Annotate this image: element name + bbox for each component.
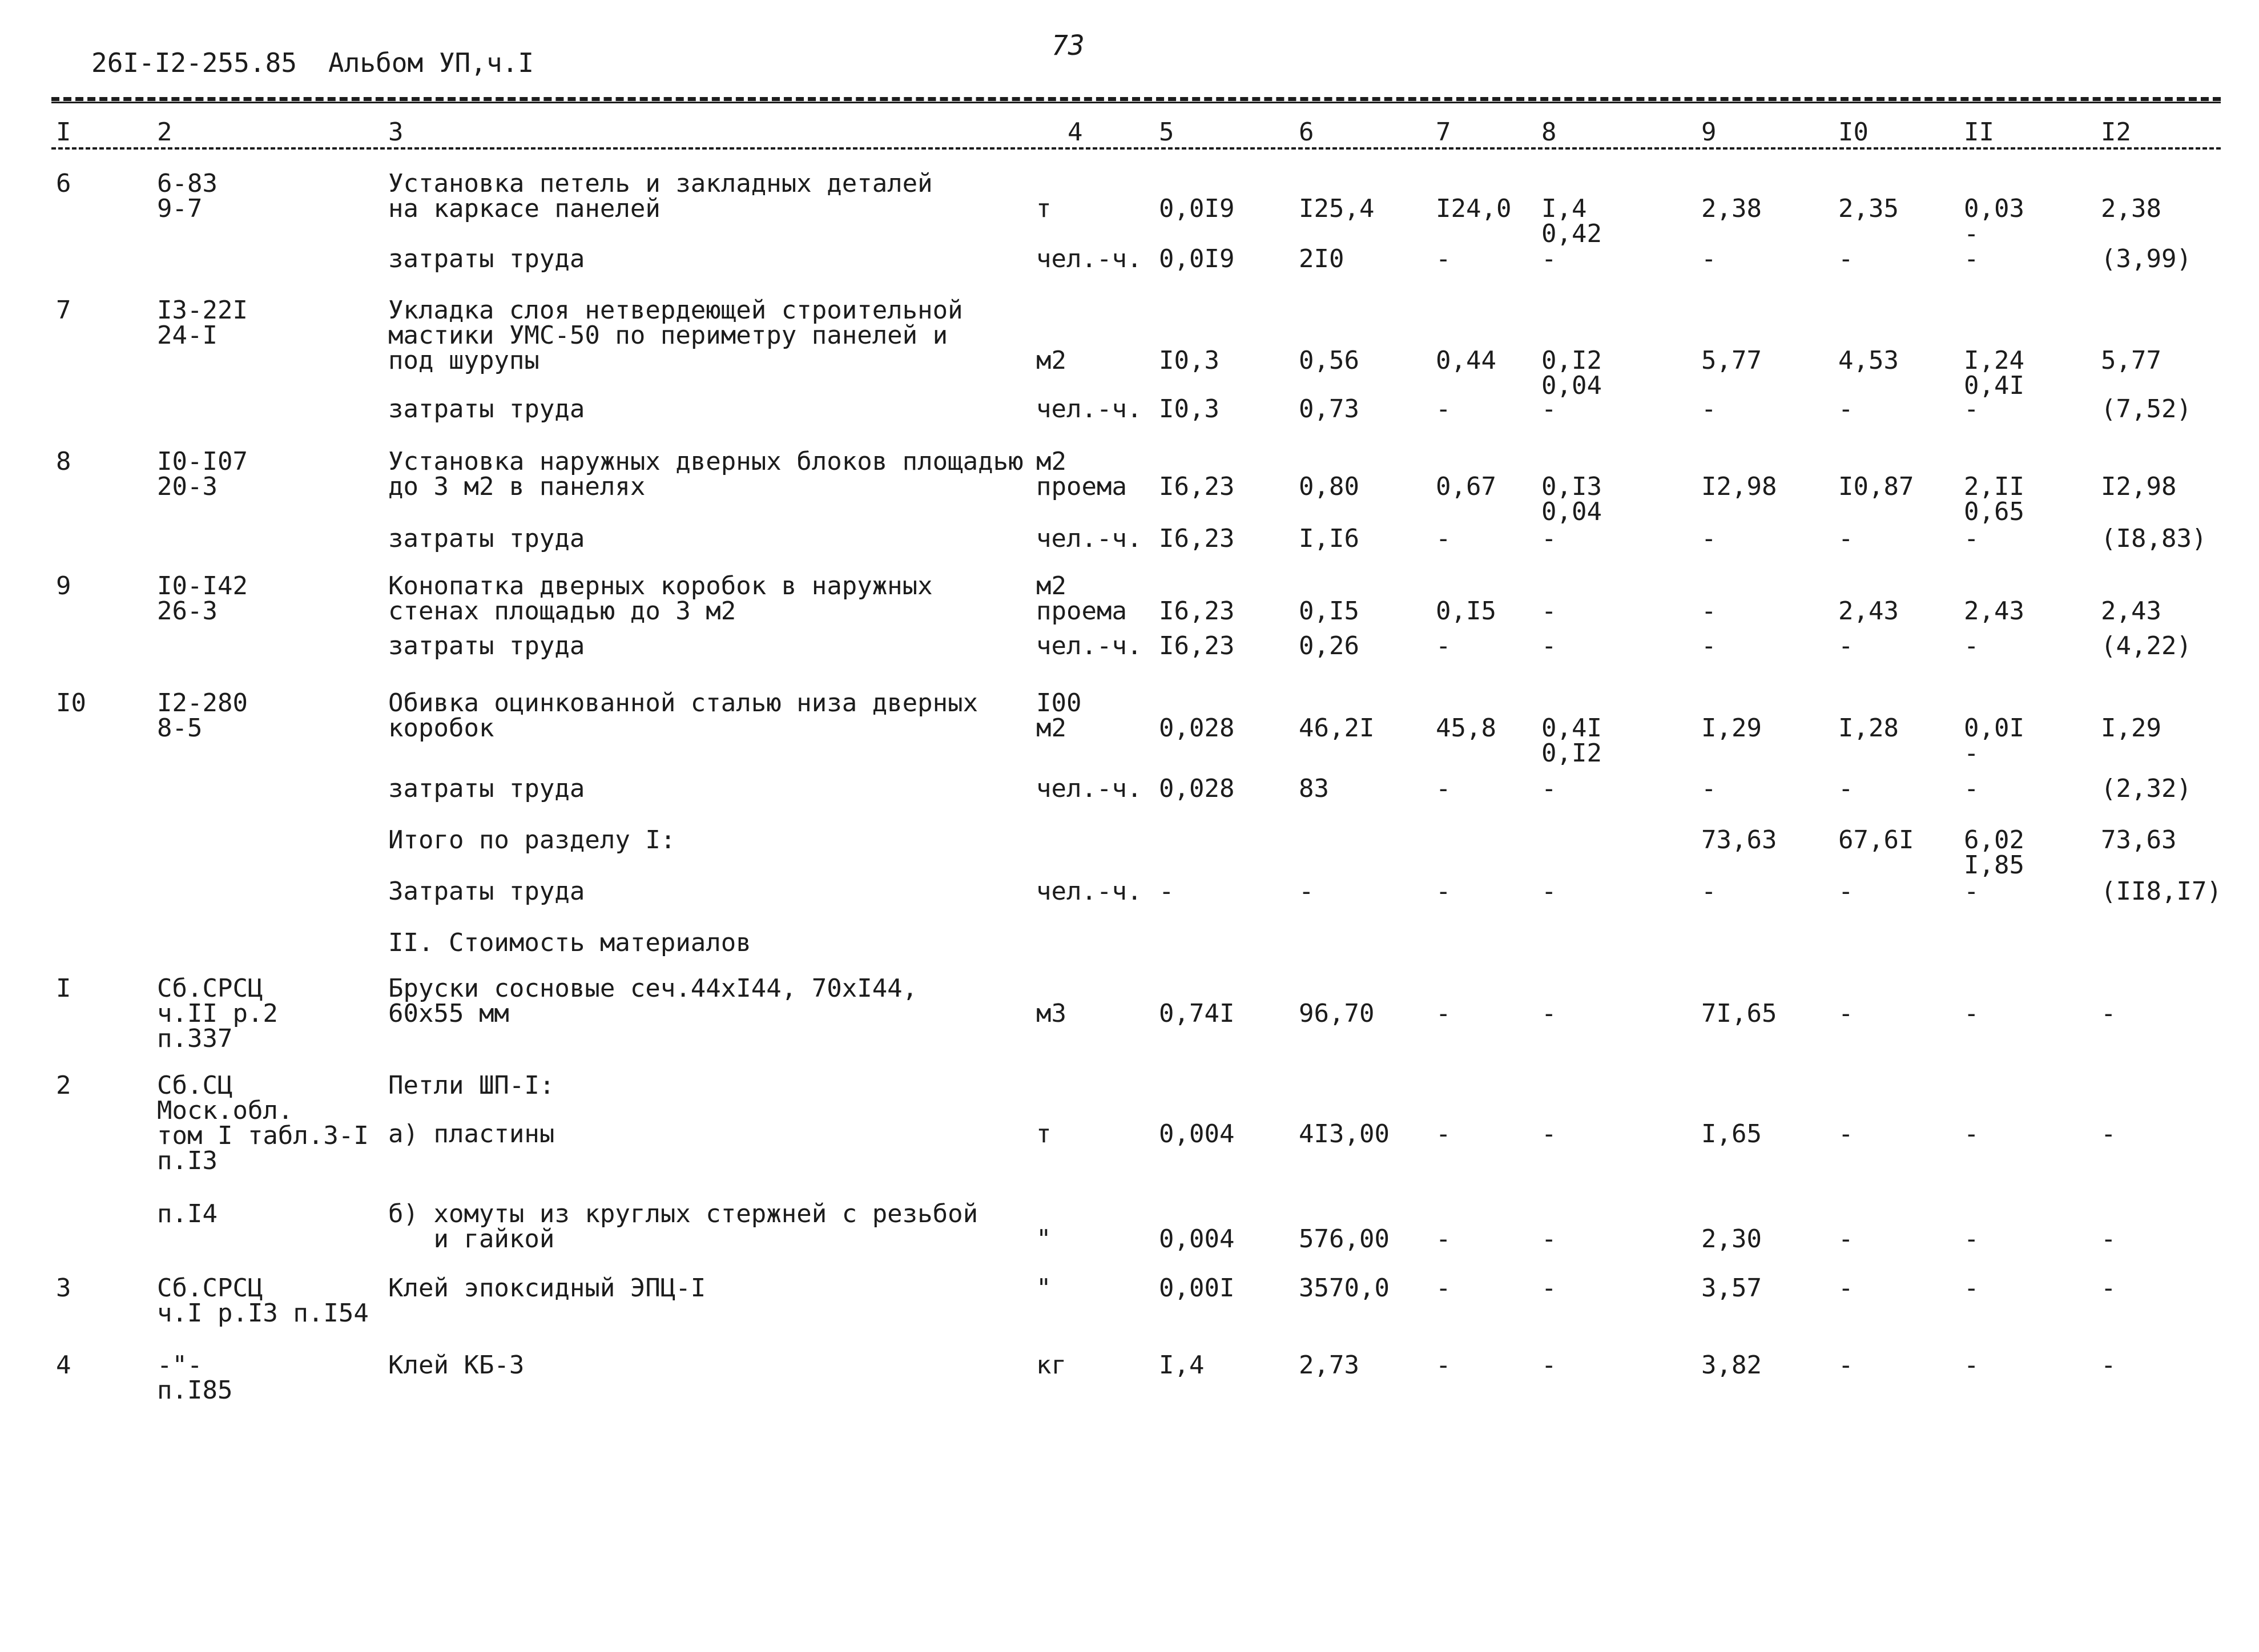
cell-col-12: 2,43: [2101, 597, 2161, 626]
cell-work-name: затраты труда: [388, 394, 585, 424]
cell-col-7: -: [1436, 1119, 1451, 1149]
cell-col-7: 45,8: [1436, 714, 1496, 743]
cell-col-6: -: [1299, 877, 1314, 906]
cell-work-name: Итого по разделу I:: [388, 825, 676, 855]
cell-col-9: I2,98: [1701, 472, 1777, 501]
cell-col-11: -: [1964, 999, 1979, 1028]
cell-col-10: -: [1838, 999, 1854, 1028]
cell-col-6: 2I0: [1299, 244, 1344, 273]
cell-col-6: 46,2I: [1299, 714, 1375, 743]
cell-col-7: -: [1436, 877, 1451, 906]
cell-work-name: а) пластины: [388, 1119, 555, 1149]
top-solid-rule: [51, 102, 2221, 103]
cell-rate-code: I3-22I 24-I: [157, 296, 248, 350]
cell-quantity: 0,004: [1159, 1224, 1235, 1254]
cell-col-12: 73,63: [2101, 825, 2177, 855]
cell-row-number: 9: [56, 571, 71, 601]
cell-col-12: -: [2101, 1224, 2116, 1254]
cell-col-6: 0,80: [1299, 472, 1359, 501]
cell-rate-code: I2-280 8-5: [157, 688, 248, 743]
cell-col-12: -: [2101, 999, 2116, 1028]
cell-col-8: 0,4I 0,I2: [1541, 714, 1602, 768]
cell-col-8: -: [1541, 1119, 1557, 1149]
cell-col-6: 96,70: [1299, 999, 1375, 1028]
top-dashed-rule: [51, 97, 2221, 101]
cell-quantity: I6,23: [1159, 472, 1235, 501]
cell-col-12: -: [2101, 1119, 2116, 1149]
cell-quantity: I6,23: [1159, 631, 1235, 660]
cell-quantity: I6,23: [1159, 597, 1235, 626]
cell-col-10: I,28: [1838, 714, 1899, 743]
cell-col-6: I25,4: [1299, 194, 1375, 223]
cell-col-8: -: [1541, 774, 1557, 803]
col-num-7: 7: [1436, 118, 1451, 147]
cell-col-9: -: [1701, 244, 1717, 273]
cell-col-8: I,4 0,42: [1541, 194, 1602, 248]
cell-col-9: -: [1701, 524, 1717, 553]
cell-quantity: 0,0I9: [1159, 194, 1235, 223]
cell-col-9: 2,38: [1701, 194, 1762, 223]
cell-col-11: -: [1964, 1274, 1979, 1303]
cell-work-name: Петли ШП-I:: [388, 1071, 555, 1100]
cell-quantity: 0,028: [1159, 774, 1235, 803]
cell-col-10: -: [1838, 244, 1854, 273]
cell-col-8: -: [1541, 877, 1557, 906]
cell-col-11: -: [1964, 631, 1979, 660]
cell-col-6: 0,56: [1299, 346, 1359, 375]
cell-col-8: -: [1541, 631, 1557, 660]
cell-col-11: 0,03 -: [1964, 194, 2024, 248]
cell-row-number: 4: [56, 1351, 71, 1380]
col-num-2: 2: [157, 118, 172, 147]
cell-col-11: -: [1964, 1119, 1979, 1149]
column-header-rule: [51, 147, 2221, 150]
cell-col-12: 2,38: [2101, 194, 2161, 223]
cell-rate-code: Сб.СРСЦ ч.I р.I3 п.I54: [157, 1274, 369, 1328]
cell-col-12: (4,22): [2101, 631, 2192, 660]
cell-col-9: 5,77: [1701, 346, 1762, 375]
album-label: Альбом УП,ч.I: [328, 47, 534, 78]
cell-rate-code: Сб.СРСЦ ч.II р.2 п.337: [157, 974, 278, 1053]
col-num-8: 8: [1541, 118, 1557, 147]
cell-col-7: 0,67: [1436, 472, 1496, 501]
cell-col-8: -: [1541, 244, 1557, 273]
cell-unit: т: [1036, 194, 1052, 223]
cell-col-11: -: [1964, 1351, 1979, 1380]
cell-work-name: Конопатка дверных коробок в наружных стенах площадью до 3 м2: [388, 571, 933, 626]
cell-col-12: -: [2101, 1351, 2116, 1380]
cell-rate-code: I0-I07 20-3: [157, 447, 248, 501]
cell-col-11: 0,0I -: [1964, 714, 2024, 768]
cell-col-8: 0,I3 0,04: [1541, 472, 1602, 526]
cell-col-12: (II8,I7): [2101, 877, 2222, 906]
cell-work-name: II. Стоимость материалов: [388, 928, 751, 957]
cell-col-9: I,29: [1701, 714, 1762, 743]
document-code: 26I-I2-255.85: [91, 47, 297, 78]
cell-col-7: -: [1436, 1224, 1451, 1254]
cell-col-9: -: [1701, 877, 1717, 906]
cell-work-name: затраты труда: [388, 524, 585, 553]
cell-unit: м2: [1036, 346, 1066, 375]
cell-unit: I00 м2: [1036, 688, 1082, 743]
cell-col-11: -: [1964, 774, 1979, 803]
cell-col-6: I,I6: [1299, 524, 1359, 553]
col-num-3: 3: [388, 118, 404, 147]
col-num-5: 5: [1159, 118, 1174, 147]
cell-col-12: I,29: [2101, 714, 2161, 743]
cell-col-11: -: [1964, 394, 1979, 424]
cell-col-9: -: [1701, 631, 1717, 660]
col-num-10: I0: [1838, 118, 1869, 147]
cell-col-9: 7I,65: [1701, 999, 1777, 1028]
cell-col-10: 4,53: [1838, 346, 1899, 375]
cell-unit: чел.-ч.: [1036, 524, 1142, 553]
cell-col-10: -: [1838, 877, 1854, 906]
cell-col-10: -: [1838, 394, 1854, 424]
cell-col-7: -: [1436, 774, 1451, 803]
col-num-4: 4: [1068, 118, 1083, 147]
cell-col-9: -: [1701, 774, 1717, 803]
cell-unit: чел.-ч.: [1036, 631, 1142, 660]
cell-col-7: -: [1436, 631, 1451, 660]
cell-col-10: -: [1838, 524, 1854, 553]
cell-col-12: (2,32): [2101, 774, 2192, 803]
col-num-6: 6: [1299, 118, 1314, 147]
cell-col-11: I,24 0,4I: [1964, 346, 2024, 400]
cell-quantity: I0,3: [1159, 394, 1219, 424]
cell-col-6: 0,I5: [1299, 597, 1359, 626]
cell-col-7: 0,I5: [1436, 597, 1496, 626]
cell-work-name: Клей эпоксидный ЭПЦ-I: [388, 1274, 706, 1303]
cell-quantity: I0,3: [1159, 346, 1219, 375]
cell-unit: т: [1036, 1119, 1052, 1149]
col-num-12: I2: [2101, 118, 2131, 147]
cell-col-12: (I8,83): [2101, 524, 2207, 553]
cell-col-11: 2,43: [1964, 597, 2024, 626]
cell-col-10: -: [1838, 631, 1854, 660]
cell-row-number: 3: [56, 1274, 71, 1303]
cell-col-10: -: [1838, 1224, 1854, 1254]
col-num-1: I: [56, 118, 71, 147]
cell-col-9: I,65: [1701, 1119, 1762, 1149]
cell-col-11: -: [1964, 524, 1979, 553]
cell-rate-code: 6-83 9-7: [157, 169, 218, 223]
cell-rate-code: -"- п.I85: [157, 1351, 233, 1405]
cell-col-9: 3,57: [1701, 1274, 1762, 1303]
cell-unit: чел.-ч.: [1036, 774, 1142, 803]
cell-unit: м3: [1036, 999, 1066, 1028]
cell-col-9: 73,63: [1701, 825, 1777, 855]
cell-quantity: 0,004: [1159, 1119, 1235, 1149]
cell-unit: кг: [1036, 1351, 1066, 1380]
cell-col-10: -: [1838, 1274, 1854, 1303]
cell-col-11: -: [1964, 877, 1979, 906]
cell-row-number: 6: [56, 169, 71, 198]
cell-quantity: -: [1159, 877, 1174, 906]
cell-quantity: 0,0I9: [1159, 244, 1235, 273]
cell-unit: м2 проема: [1036, 571, 1127, 626]
page-number: 73: [1052, 30, 1085, 62]
cell-col-6: 83: [1299, 774, 1329, 803]
cell-col-9: 2,30: [1701, 1224, 1762, 1254]
cell-col-12: -: [2101, 1274, 2116, 1303]
cell-col-10: 2,35: [1838, 194, 1899, 223]
cell-row-number: 8: [56, 447, 71, 476]
cell-col-11: 2,II 0,65: [1964, 472, 2024, 526]
cell-work-name: затраты труда: [388, 631, 585, 660]
cell-col-7: -: [1436, 394, 1451, 424]
cell-col-8: -: [1541, 999, 1557, 1028]
cell-col-8: -: [1541, 394, 1557, 424]
cell-unit: м2 проема: [1036, 447, 1127, 501]
cell-col-12: 5,77: [2101, 346, 2161, 375]
cell-row-number: 7: [56, 296, 71, 325]
cell-col-7: -: [1436, 999, 1451, 1028]
cell-work-name: Установка наружных дверных блоков площадью до 3 м2 в панелях: [388, 447, 1024, 501]
cell-unit: чел.-ч.: [1036, 394, 1142, 424]
cell-col-8: -: [1541, 1224, 1557, 1254]
cell-col-7: -: [1436, 524, 1451, 553]
cell-quantity: I6,23: [1159, 524, 1235, 553]
cell-col-6: 0,73: [1299, 394, 1359, 424]
cell-work-name: Укладка слоя нетвердеющей строительной мастики УМС-50 по периметру панелей и под шурупы: [388, 296, 963, 375]
cell-col-10: 2,43: [1838, 597, 1899, 626]
cell-col-8: 0,I2 0,04: [1541, 346, 1602, 400]
cell-col-8: -: [1541, 1274, 1557, 1303]
cell-col-10: -: [1838, 774, 1854, 803]
col-num-9: 9: [1701, 118, 1717, 147]
cell-work-name: Бруски сосновые сеч.44хI44, 70хI44, 60х55 мм: [388, 974, 918, 1028]
cell-work-name: затраты труда: [388, 244, 585, 273]
cell-col-8: -: [1541, 1351, 1557, 1380]
cell-col-12: (3,99): [2101, 244, 2192, 273]
cell-col-6: 4I3,00: [1299, 1119, 1390, 1149]
cell-col-12: (7,52): [2101, 394, 2192, 424]
cell-unit: ": [1036, 1274, 1052, 1303]
cell-col-10: -: [1838, 1119, 1854, 1149]
cell-col-11: -: [1964, 244, 1979, 273]
cell-row-number: 2: [56, 1071, 71, 1100]
cell-col-12: I2,98: [2101, 472, 2177, 501]
cell-quantity: I,4: [1159, 1351, 1205, 1380]
cell-rate-code: Сб.СЦ Моск.обл. том I табл.3-I п.I3: [157, 1071, 369, 1175]
cell-unit: чел.-ч.: [1036, 877, 1142, 906]
cell-quantity: 0,028: [1159, 714, 1235, 743]
col-num-11: II: [1964, 118, 1994, 147]
cell-work-name: затраты труда: [388, 774, 585, 803]
cell-col-7: -: [1436, 1351, 1451, 1380]
cell-col-6: 3570,0: [1299, 1274, 1390, 1303]
cell-col-8: -: [1541, 597, 1557, 626]
cell-quantity: 0,00I: [1159, 1274, 1235, 1303]
cell-col-8: -: [1541, 524, 1557, 553]
cell-work-name: б) хомуты из круглых стержней с резьбой и гайкой: [388, 1199, 979, 1254]
cell-col-7: -: [1436, 244, 1451, 273]
cell-col-7: 0,44: [1436, 346, 1496, 375]
cell-col-9: -: [1701, 597, 1717, 626]
cell-work-name: Установка петель и закладных деталей на каркасе панелей: [388, 169, 933, 223]
cell-row-number: I0: [56, 688, 86, 718]
cell-col-10: -: [1838, 1351, 1854, 1380]
cell-quantity: 0,74I: [1159, 999, 1235, 1028]
cell-col-6: 576,00: [1299, 1224, 1390, 1254]
cell-col-7: I24,0: [1436, 194, 1512, 223]
cell-col-7: -: [1436, 1274, 1451, 1303]
cell-col-10: 67,6I: [1838, 825, 1914, 855]
cell-unit: ": [1036, 1224, 1052, 1254]
cell-col-9: 3,82: [1701, 1351, 1762, 1380]
cell-unit: чел.-ч.: [1036, 244, 1142, 273]
cell-col-6: 0,26: [1299, 631, 1359, 660]
cell-rate-code: I0-I42 26-3: [157, 571, 248, 626]
cell-col-10: I0,87: [1838, 472, 1914, 501]
cell-work-name: Затраты труда: [388, 877, 585, 906]
cell-col-11: -: [1964, 1224, 1979, 1254]
cell-rate-code: п.I4: [157, 1199, 218, 1228]
cell-col-6: 2,73: [1299, 1351, 1359, 1380]
cell-col-11: 6,02 I,85: [1964, 825, 2024, 880]
cell-work-name: Обивка оцинкованной сталью низа дверных коробок: [388, 688, 979, 743]
cell-row-number: I: [56, 974, 71, 1003]
cell-col-9: -: [1701, 394, 1717, 424]
cell-work-name: Клей КБ-3: [388, 1351, 525, 1380]
